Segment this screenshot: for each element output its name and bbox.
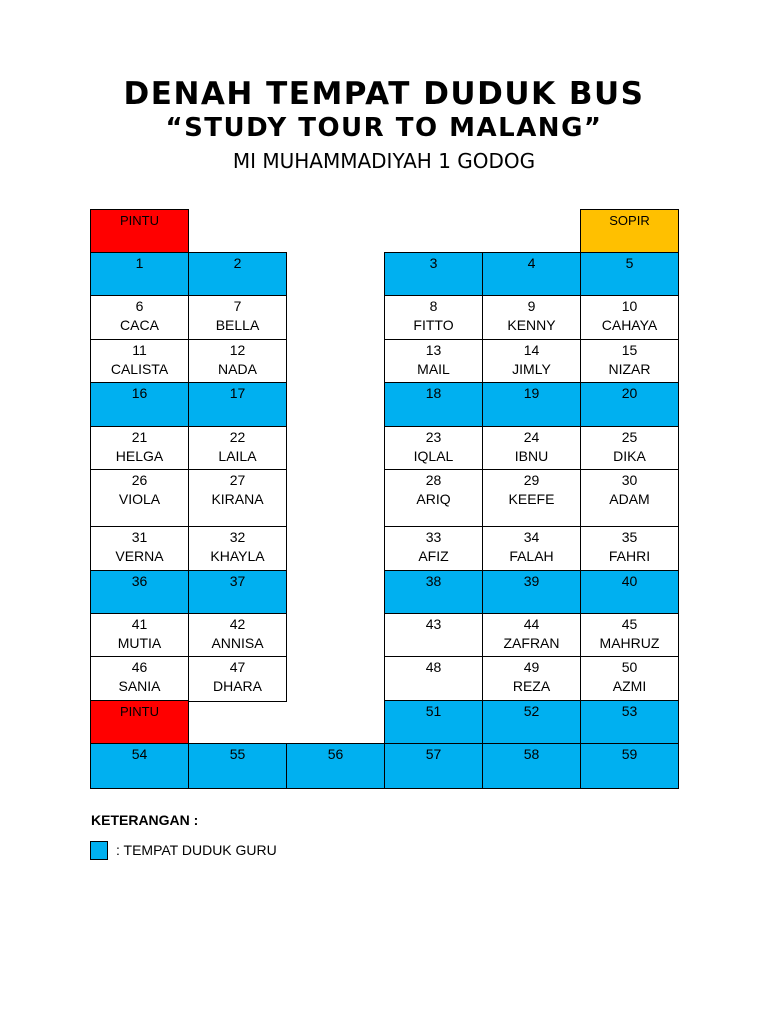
page-title: DENAH TEMPAT DUDUK BUS — [123, 76, 645, 112]
seat — [384, 426, 483, 471]
seat-number: 9 — [527, 298, 536, 314]
teacher-seat-number: 38 — [425, 573, 442, 589]
teacher-seat — [384, 700, 483, 745]
teacher-seat-number: 59 — [621, 746, 638, 762]
seat — [482, 339, 581, 384]
seat-passenger: HELGA — [115, 448, 164, 464]
seat-number: 7 — [233, 298, 242, 314]
teacher-seat-number: 18 — [425, 385, 442, 401]
seat — [580, 613, 679, 658]
seat-number: 28 — [425, 472, 442, 488]
seat-number: 13 — [425, 342, 442, 358]
driver-seat — [580, 209, 679, 254]
seat-number: 21 — [131, 429, 148, 445]
seat-number: 45 — [621, 616, 638, 632]
teacher-seat-number: 53 — [621, 703, 638, 719]
seat — [580, 426, 679, 471]
seat-passenger: CAHAYA — [601, 317, 658, 333]
seat-passenger: VERNA — [115, 548, 164, 564]
seat — [580, 656, 679, 702]
teacher-seat-number: 36 — [131, 573, 148, 589]
driver-seat-number: SOPIR — [609, 213, 650, 228]
seat — [482, 426, 581, 471]
seat — [482, 469, 581, 528]
seat — [90, 526, 189, 572]
seat-passenger: LAILA — [218, 448, 257, 464]
seat-number: 42 — [229, 616, 246, 632]
seat-passenger: BELLA — [215, 317, 260, 333]
page-subtitle: “STUDY TOUR TO MALANG” — [165, 113, 603, 143]
seat — [90, 656, 189, 702]
seat-passenger: MUTIA — [117, 635, 162, 651]
seat — [90, 295, 189, 341]
seat — [580, 469, 679, 528]
seat — [580, 339, 679, 384]
seat — [90, 613, 189, 658]
teacher-seat — [482, 700, 581, 745]
seat — [482, 295, 581, 341]
seat — [384, 526, 483, 572]
seat — [482, 613, 581, 658]
teacher-seat-swatch — [90, 841, 108, 860]
rear-door-number: PINTU — [120, 704, 159, 719]
seat-number: 35 — [621, 529, 638, 545]
teacher-seat-number: 1 — [135, 255, 144, 271]
seat — [482, 656, 581, 702]
teacher-seat-number: 19 — [523, 385, 540, 401]
front-door-number: PINTU — [120, 213, 159, 228]
seat — [188, 426, 287, 471]
seat-passenger: NADA — [218, 361, 257, 377]
seat-number: 46 — [131, 659, 148, 675]
teacher-seat-number: 54 — [131, 746, 148, 762]
teacher-seat — [90, 252, 189, 297]
teacher-seat — [188, 743, 287, 789]
teacher-seat-number: 20 — [621, 385, 638, 401]
seat-passenger: DIKA — [613, 448, 646, 464]
seat-passenger: KEEFE — [508, 491, 555, 507]
seat-passenger: IQLAL — [413, 448, 454, 464]
seat-number: 30 — [621, 472, 638, 488]
seat-number: 24 — [523, 429, 540, 445]
teacher-seat-number: 51 — [425, 703, 442, 719]
school-name: MI MUHAMMADIYAH 1 GODOG — [232, 149, 536, 173]
seat-number: 48 — [425, 659, 442, 675]
teacher-seat — [384, 570, 483, 615]
seat-passenger: CACA — [120, 317, 159, 333]
seat-passenger: IBNU — [514, 448, 549, 464]
teacher-seat-number: 5 — [625, 255, 634, 271]
seat-passenger: ARIQ — [416, 491, 451, 507]
teacher-seat — [580, 570, 679, 615]
legend-title: KETERANGAN : — [91, 812, 199, 828]
seat-number: 33 — [425, 529, 442, 545]
teacher-seat-number: 58 — [523, 746, 540, 762]
teacher-seat — [286, 743, 385, 789]
seat-passenger: ADAM — [609, 491, 650, 507]
seat-number: 44 — [523, 616, 540, 632]
seat-passenger: REZA — [512, 678, 551, 694]
seat-number: 31 — [131, 529, 148, 545]
teacher-seat — [90, 743, 189, 789]
seat — [482, 526, 581, 572]
seat-number: 25 — [621, 429, 638, 445]
seat — [90, 469, 189, 528]
teacher-seat-number: 3 — [429, 255, 438, 271]
seat-number: 43 — [425, 616, 442, 632]
teacher-seat — [188, 570, 287, 615]
teacher-seat — [188, 252, 287, 297]
teacher-seat — [90, 570, 189, 615]
teacher-seat-number: 37 — [229, 573, 246, 589]
seat-number: 47 — [229, 659, 246, 675]
seat — [188, 295, 287, 341]
seat — [580, 295, 679, 341]
seat-passenger: DHARA — [212, 678, 262, 694]
teacher-seat-number: 56 — [327, 746, 344, 762]
rear-door — [90, 700, 189, 745]
seat-number: 34 — [523, 529, 540, 545]
teacher-seat — [384, 252, 483, 297]
teacher-seat — [580, 700, 679, 745]
seat-passenger: MAIL — [417, 361, 450, 377]
seat-passenger: KIRANA — [211, 491, 264, 507]
seat — [384, 469, 483, 528]
seat-passenger: NIZAR — [608, 361, 651, 377]
seat-passenger: FALAH — [509, 548, 554, 564]
seat-number: 12 — [229, 342, 246, 358]
teacher-seat — [90, 382, 189, 428]
seat-number: 32 — [229, 529, 246, 545]
seat-number: 49 — [523, 659, 540, 675]
seat — [188, 469, 287, 528]
seat — [580, 526, 679, 572]
seat-passenger: FITTO — [413, 317, 454, 333]
seat-passenger: AZMI — [612, 678, 647, 694]
seat — [188, 613, 287, 658]
seat-number: 26 — [131, 472, 148, 488]
teacher-seat — [580, 382, 679, 428]
seat-number: 11 — [132, 342, 147, 358]
seat-passenger: VIOLA — [118, 491, 161, 507]
seat-number: 27 — [229, 472, 246, 488]
teacher-seat-number: 52 — [523, 703, 540, 719]
seat-passenger: FAHRI — [608, 548, 651, 564]
seat — [384, 339, 483, 384]
seat-passenger: MAHRUZ — [599, 635, 660, 651]
seat-number: 41 — [131, 616, 148, 632]
seat-number: 10 — [621, 298, 638, 314]
teacher-seat — [482, 382, 581, 428]
seat-passenger: KENNY — [507, 317, 556, 333]
seat-number: 23 — [425, 429, 442, 445]
seat-passenger: SANIA — [118, 678, 161, 694]
teacher-seat — [482, 743, 581, 789]
teacher-seat-number: 57 — [425, 746, 442, 762]
seat — [188, 526, 287, 572]
seat-number: 14 — [523, 342, 540, 358]
seat — [384, 613, 483, 658]
legend-teacher-label: : TEMPAT DUDUK GURU — [116, 842, 277, 858]
seat-number: 15 — [621, 342, 638, 358]
seat-number: 6 — [135, 298, 144, 314]
front-door — [90, 209, 189, 254]
seat-number: 22 — [229, 429, 246, 445]
seat — [188, 339, 287, 384]
teacher-seat — [384, 743, 483, 789]
seat — [384, 656, 483, 702]
seat-number: 29 — [523, 472, 540, 488]
teacher-seat-number: 16 — [131, 385, 148, 401]
seat — [384, 295, 483, 341]
teacher-seat — [580, 743, 679, 789]
seat-passenger: JIMLY — [512, 361, 551, 377]
teacher-seat — [482, 252, 581, 297]
teacher-seat — [188, 382, 287, 428]
teacher-seat-number: 55 — [229, 746, 246, 762]
teacher-seat — [580, 252, 679, 297]
seat-passenger: CALISTA — [110, 361, 169, 377]
teacher-seat — [384, 382, 483, 428]
seat-number: 8 — [429, 298, 438, 314]
teacher-seat-number: 2 — [233, 255, 242, 271]
seat — [90, 426, 189, 471]
teacher-seat-number: 39 — [523, 573, 540, 589]
seat-passenger: KHAYLA — [210, 548, 265, 564]
teacher-seat-number: 17 — [229, 385, 246, 401]
seat-passenger: ZAFRAN — [503, 635, 560, 651]
teacher-seat — [482, 570, 581, 615]
teacher-seat-number: 40 — [621, 573, 638, 589]
teacher-seat-number: 4 — [527, 255, 536, 271]
seat — [188, 656, 287, 702]
seat-passenger: AFIZ — [418, 548, 449, 564]
seat-passenger: ANNISA — [211, 635, 264, 651]
seat — [90, 339, 189, 384]
seat-number: 50 — [621, 659, 638, 675]
